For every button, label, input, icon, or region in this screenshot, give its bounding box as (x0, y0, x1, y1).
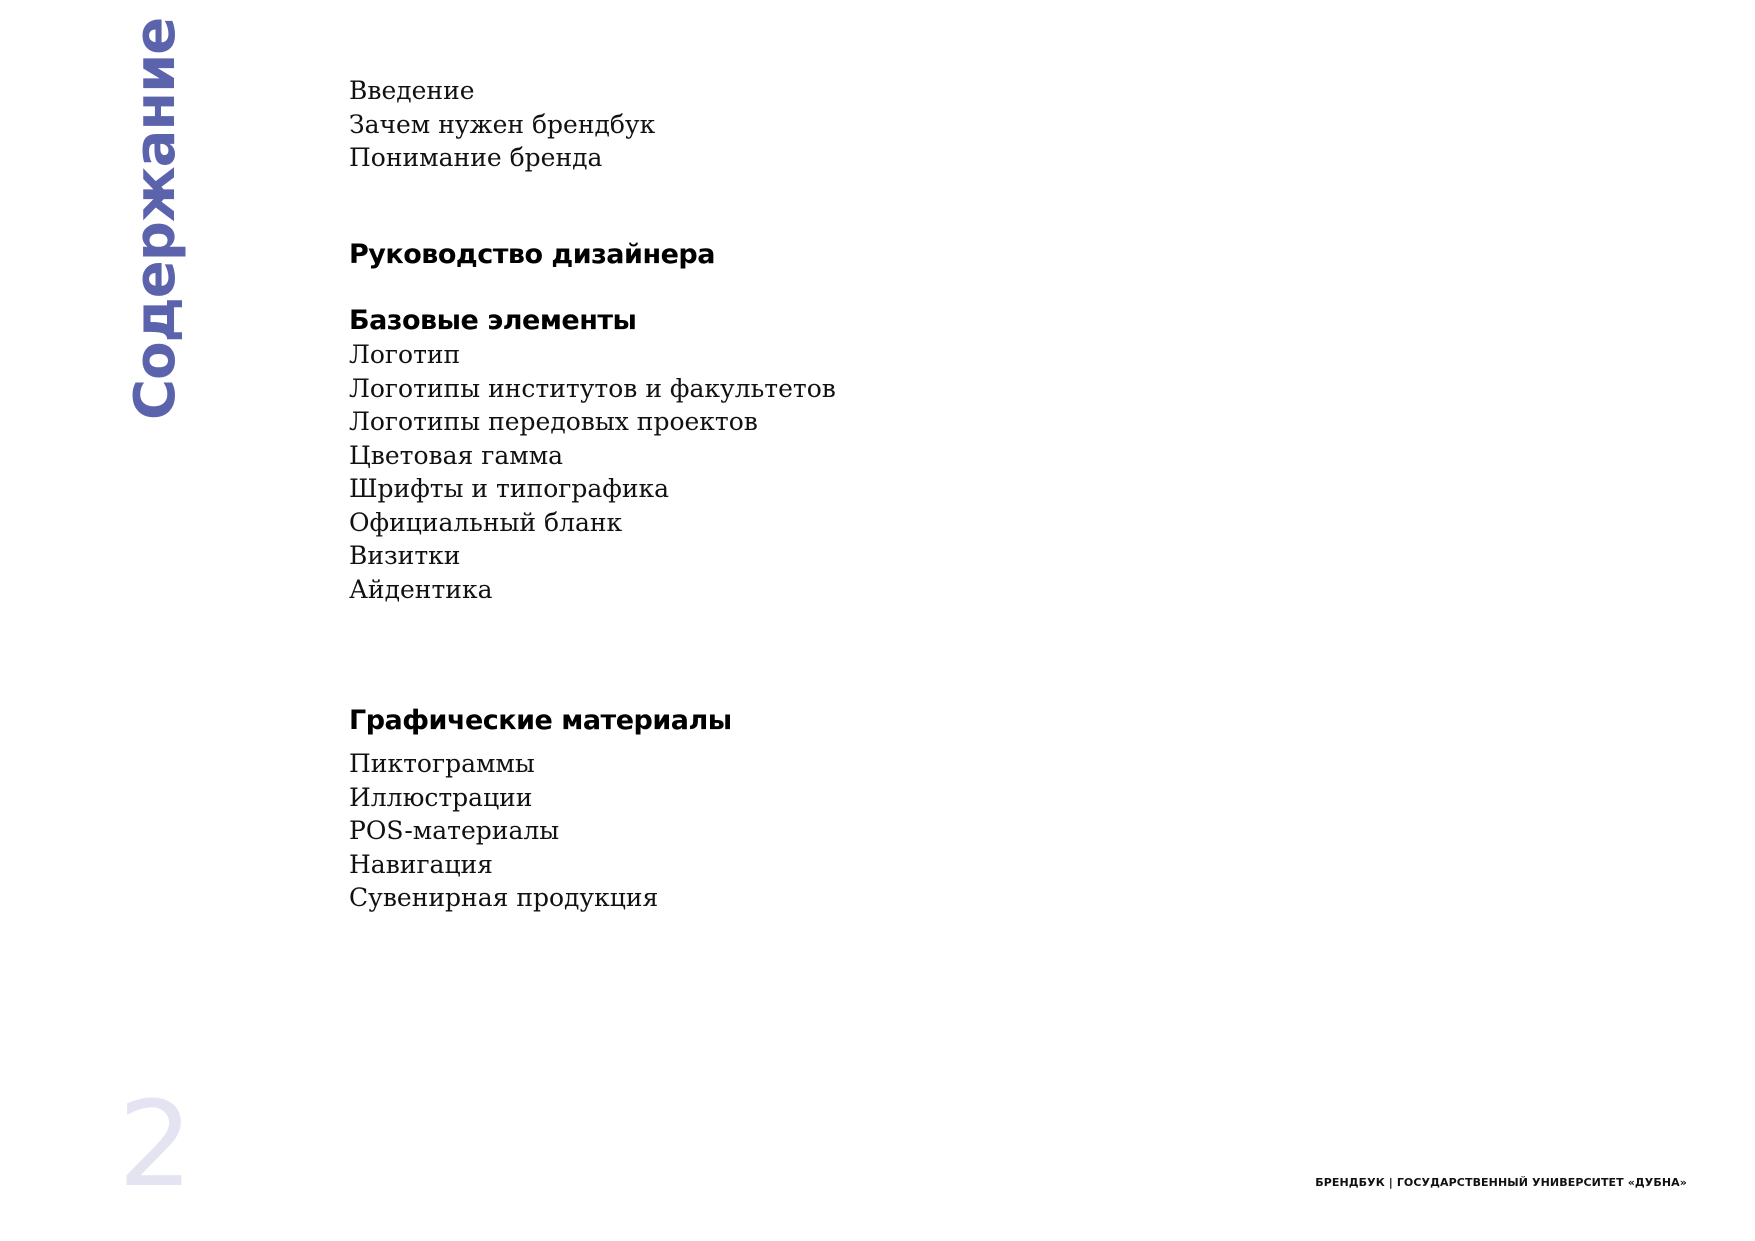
toc-item[interactable]: Иллюстрации (349, 782, 533, 812)
toc-heading[interactable]: Руководство дизайнера (349, 239, 715, 270)
toc-item[interactable]: POS-материалы (349, 816, 560, 845)
toc-item[interactable]: Айдентика (349, 574, 493, 604)
toc-item[interactable]: Логотипы институтов и факультетов (349, 373, 836, 403)
toc-item[interactable]: Зачем нужен брендбук (349, 109, 656, 139)
toc-item[interactable]: Логотипы передовых проектов (349, 407, 758, 436)
toc-item[interactable]: Пиктограммы (349, 749, 535, 778)
toc-section-intro (349, 74, 655, 175)
toc-section-designer-guide (349, 238, 715, 272)
toc-section-base-elements (349, 304, 836, 606)
toc-item[interactable]: Логотип (349, 340, 461, 369)
toc-item[interactable]: Введение (349, 76, 475, 105)
page-title: Содержание (123, 17, 188, 420)
page-number: 2 (118, 1075, 190, 1213)
toc-item[interactable]: Понимание бренда (349, 143, 603, 172)
toc-heading[interactable]: Базовые элементы (349, 305, 637, 336)
toc-heading[interactable]: Графические материалы (349, 705, 732, 736)
toc-item[interactable]: Шрифты и типографика (349, 474, 670, 503)
toc-item[interactable]: Визитки (349, 541, 461, 570)
toc-item[interactable]: Официальный бланк (349, 507, 623, 537)
toc-item[interactable]: Цветовая гамма (349, 440, 564, 470)
toc-section-graphic-materials (349, 704, 732, 915)
toc-item[interactable]: Навигация (349, 849, 493, 879)
toc-item[interactable]: Сувенирная продукция (349, 883, 659, 912)
footer-caption: БРЕНДБУК | ГОСУДАРСТВЕННЫЙ УНИВЕРСИТЕТ «ДУБНА» (1315, 1176, 1687, 1189)
